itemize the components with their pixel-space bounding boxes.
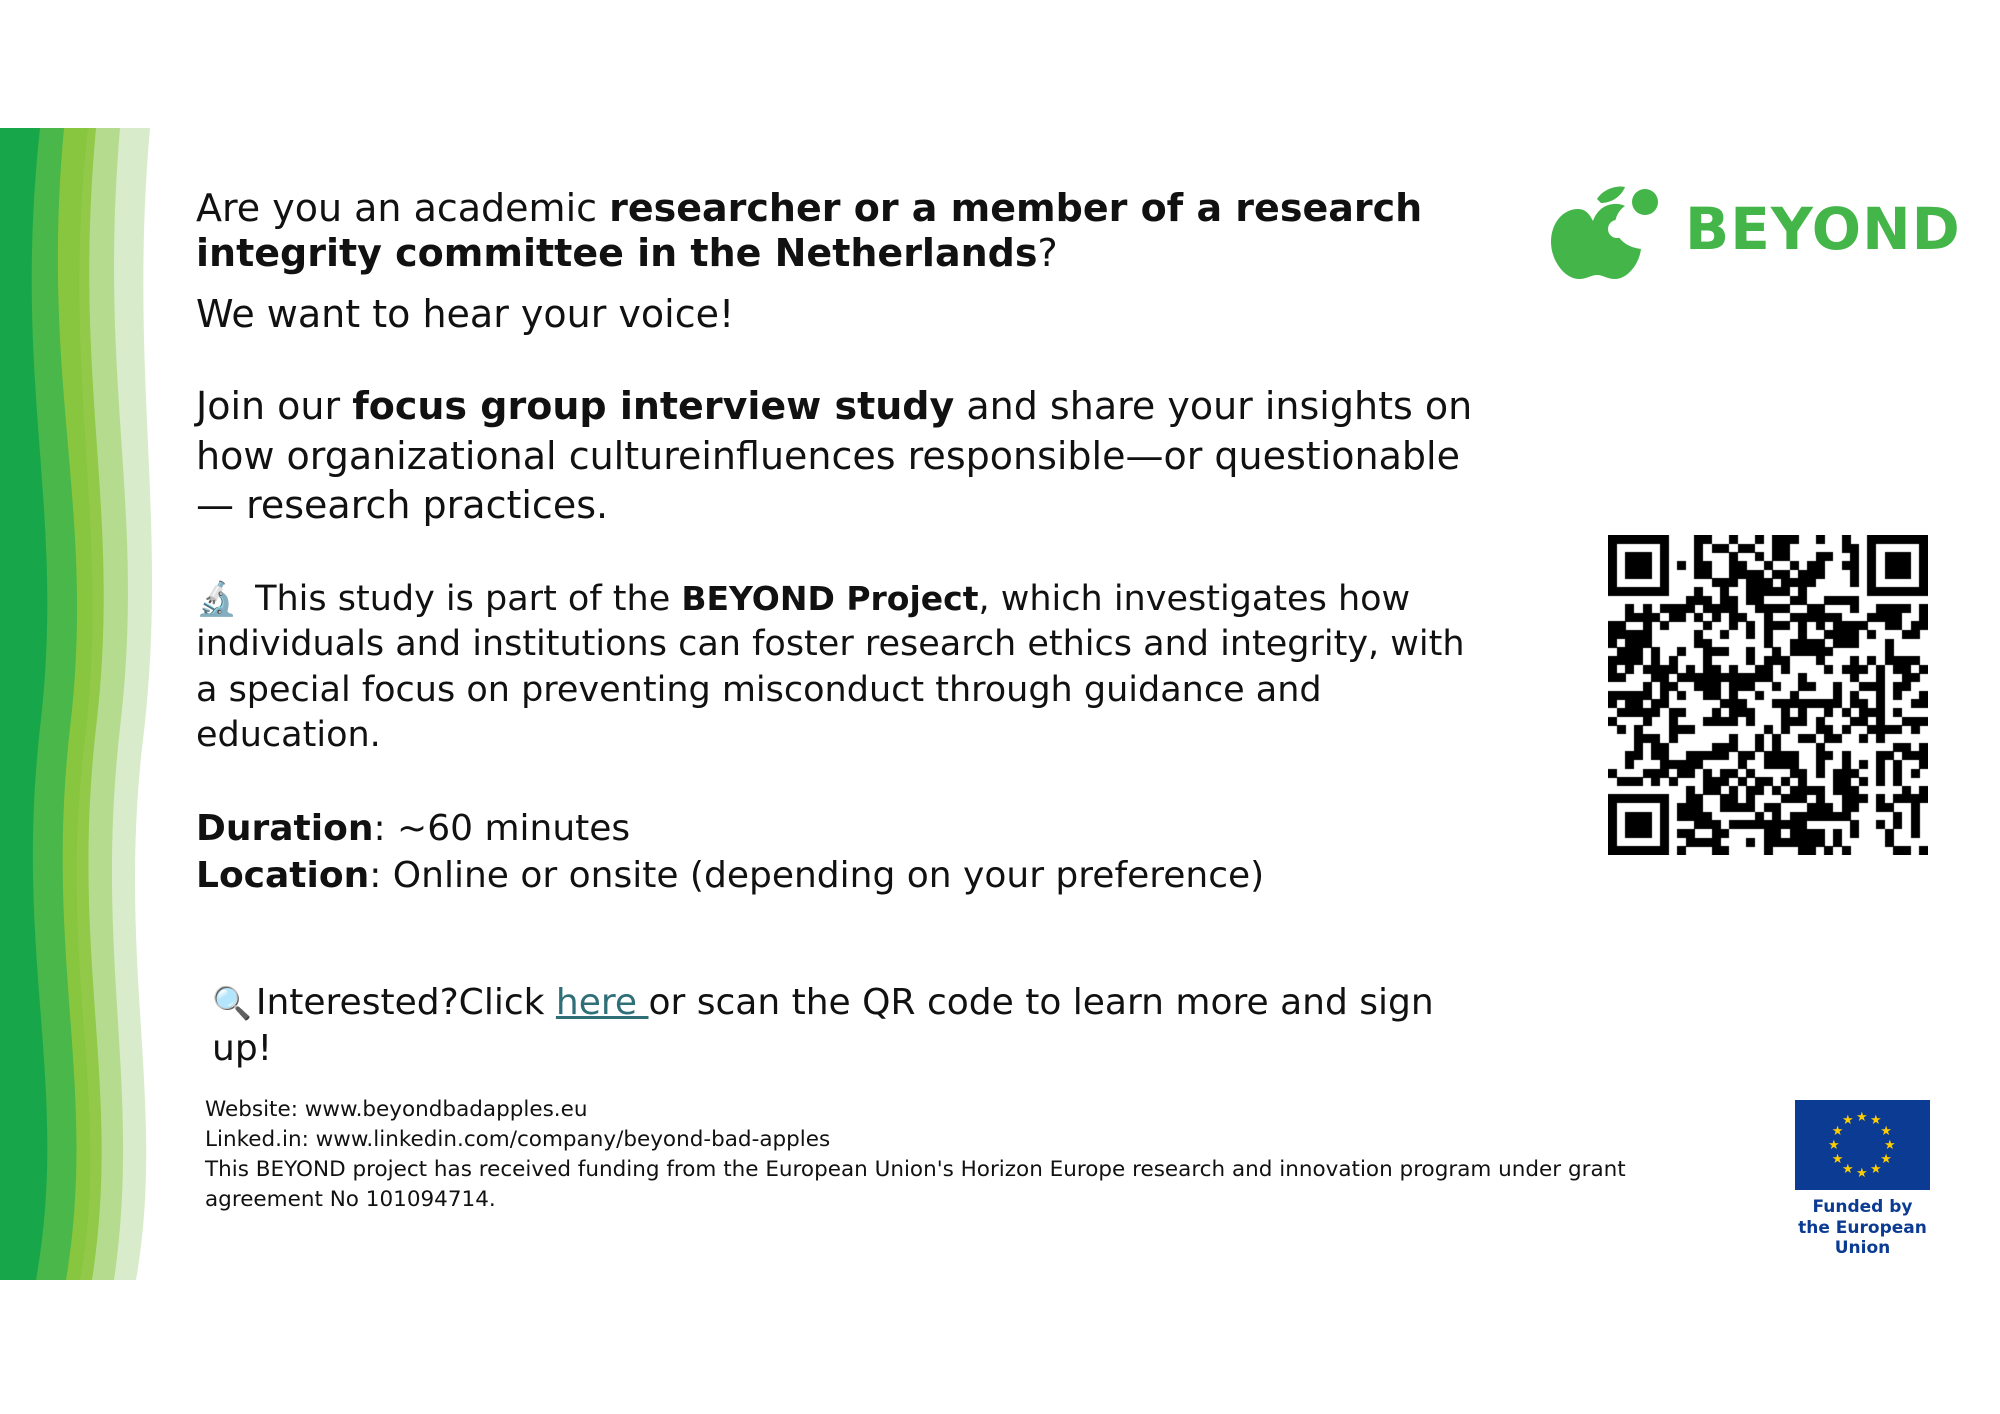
cta-plain-1: Interested?Click bbox=[255, 981, 556, 1023]
cta-plain-2: or scan the QR code to learn more and sign up! bbox=[212, 981, 1434, 1070]
subheadline: We want to hear your voice! bbox=[196, 291, 735, 336]
join-bold: focus group interview study bbox=[352, 384, 955, 429]
qr-code[interactable] bbox=[1608, 535, 1928, 855]
flyer-body bbox=[196, 186, 1486, 1073]
study-paragraph bbox=[196, 577, 1486, 759]
eu-caption bbox=[1790, 1197, 1935, 1259]
cta-line bbox=[212, 980, 1486, 1074]
headline-plain-1: Are you an academic bbox=[196, 186, 610, 230]
footer-linkedin: Linked.in: www.linkedin.com/company/beyond-bad-apples bbox=[205, 1127, 831, 1153]
signup-link[interactable]: here bbox=[555, 981, 649, 1023]
beyond-apple-logo-icon bbox=[1545, 185, 1675, 285]
location-label: Location bbox=[196, 855, 370, 897]
location-line bbox=[196, 852, 1486, 900]
eu-caption-line1: Funded by bbox=[1812, 1197, 1913, 1217]
beyond-wordmark: BEYOND bbox=[1685, 195, 1961, 263]
eu-caption-line2: the European Union bbox=[1798, 1217, 1927, 1259]
headline bbox=[196, 186, 1486, 276]
footer-smallprint bbox=[205, 1095, 1675, 1215]
duration-line bbox=[196, 805, 1486, 853]
join-plain-2: and share your insights on how organizational cultureinfluences responsible—or questionable— research practices. bbox=[196, 384, 1473, 528]
headline-bold: researcher or a member of a research integrity committee in the Netherlands bbox=[196, 186, 1423, 275]
green-wave-ribbon bbox=[0, 128, 160, 1280]
microscope-icon: 🔬 bbox=[196, 578, 238, 618]
european-union-flag-icon: ★ ★ ★ ★ ★ ★ ★ ★ ★ ★ ★ ★ bbox=[1795, 1100, 1930, 1190]
study-plain-1: This study is part of the bbox=[255, 578, 682, 619]
join-paragraph bbox=[196, 382, 1486, 530]
magnifying-glass-icon: 🔍 bbox=[212, 983, 252, 1022]
beyond-logo bbox=[1545, 185, 1961, 285]
eu-funding-badge bbox=[1790, 1100, 1935, 1259]
headline-plain-2: ? bbox=[1037, 230, 1058, 275]
duration-label: Duration bbox=[196, 807, 374, 849]
beyond-project-name: BEYOND Project bbox=[681, 578, 979, 618]
duration-value: : ~60 minutes bbox=[373, 807, 631, 849]
join-plain-1: Join our bbox=[196, 384, 353, 429]
footer-website: Website: www.beyondbadapples.eu bbox=[205, 1097, 588, 1122]
footer-funding: This BEYOND project has received funding from the European Union's Horizon Europe research and innovation program under grant agreement No 101094714. bbox=[205, 1157, 1626, 1213]
location-value: : Online or onsite (depending on your preference) bbox=[369, 855, 1265, 897]
study-plain-2: , which investigates how individuals and institutions can foster research ethics and integrity, with a special focus on preventing misconduct through guidance and education. bbox=[196, 578, 1465, 756]
